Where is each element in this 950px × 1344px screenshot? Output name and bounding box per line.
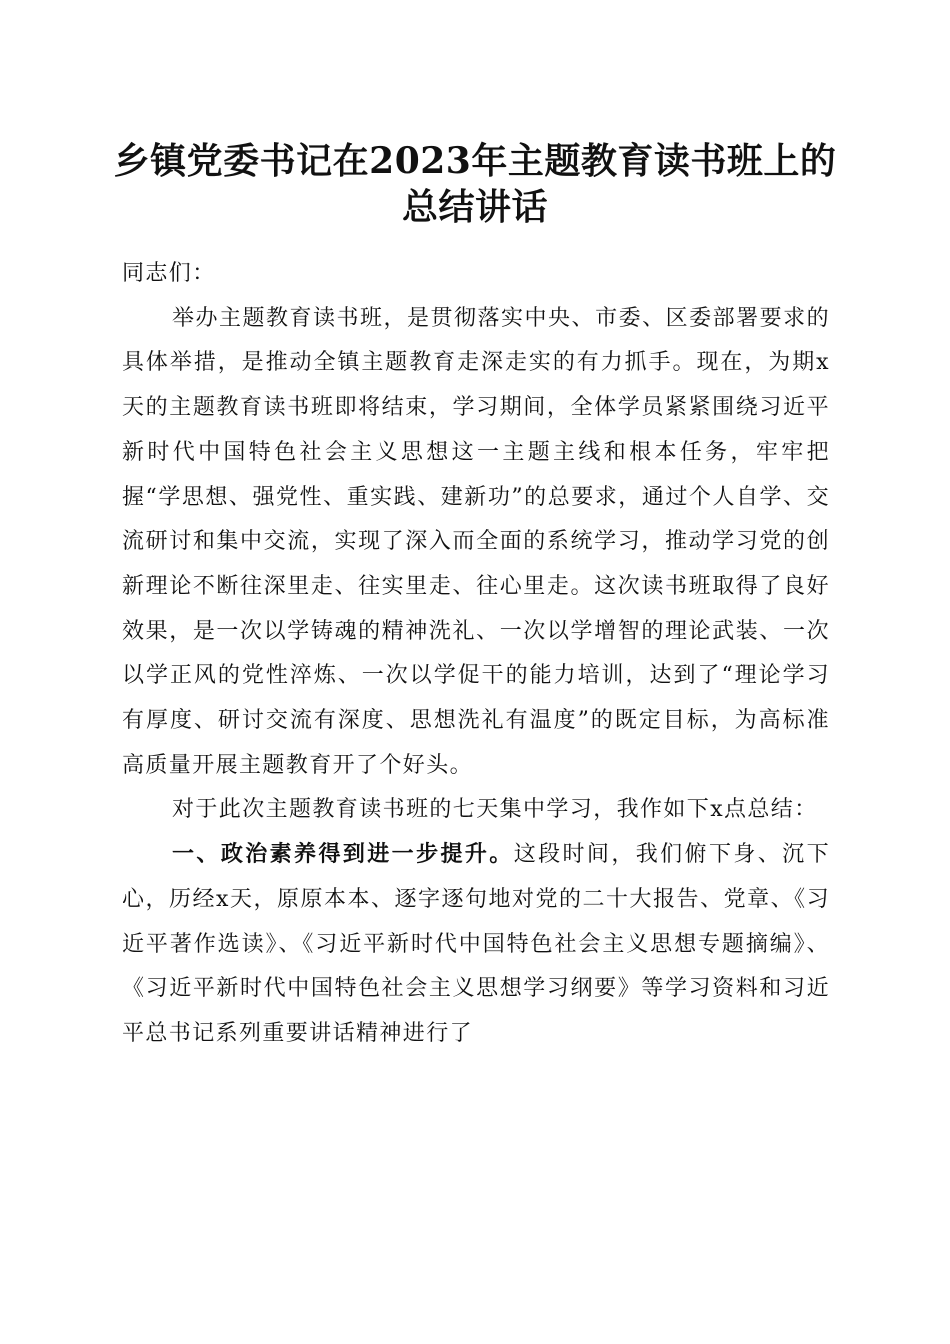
document-title-line-2: 总结讲话 [401, 186, 548, 228]
paragraph-summary-lead: 对于此次主题教育读书班的七天集中学习，我作如下x点总结： [172, 797, 818, 823]
document-body [122, 252, 830, 1057]
section-1-heading: 一、政治素养得到进一步提升。 [172, 842, 514, 868]
document-title-line-1: 乡镇党委书记在2023年主题教育读书班上的 [113, 140, 837, 182]
salutation: 同志们： [122, 261, 216, 286]
section-1-text: 这段时间，我们俯下身、沉下心，历经x天，原原本本、逐字逐句地对党的二十大报告、党章、《习近平著作选读》、《习近平新时代中国特色社会主义思想专题摘编》、《习近平新时代中国特色社会主义思想学习纲要》等学习资料和习近平总书记系列重要讲话精神进行了 [122, 842, 830, 1046]
section-1-paragraph [122, 833, 830, 1057]
paragraph-intro: 举办主题教育读书班，是贯彻落实中央、市委、区委部署要求的具体举措，是推动全镇主题教育走深走实的有力抓手。现在，为期x天的主题教育读书班即将结束，学习期间，全体学员紧紧围绕习近平新时代中国特色社会主义思想这一主题主线和根本任务，牢牢把握“学思想、强党性、重实践、建新功”的总要求，通过个人自学、交流研讨和集中交流，实现了深入而全面的系统学习，推动学习党的创新理论不断往深里走、往实里走、往心里走。这次读书班取得了良好效果，是一次以学铸魂的精神洗礼、一次以学增智的理论武装、一次以学正风的党性淬炼、一次以学促干的能力培训，达到了“理论学习有厚度、研讨交流有深度、思想洗礼有温度”的既定目标，为高标准高质量开展主题教育开了个好头。 [122, 305, 830, 778]
